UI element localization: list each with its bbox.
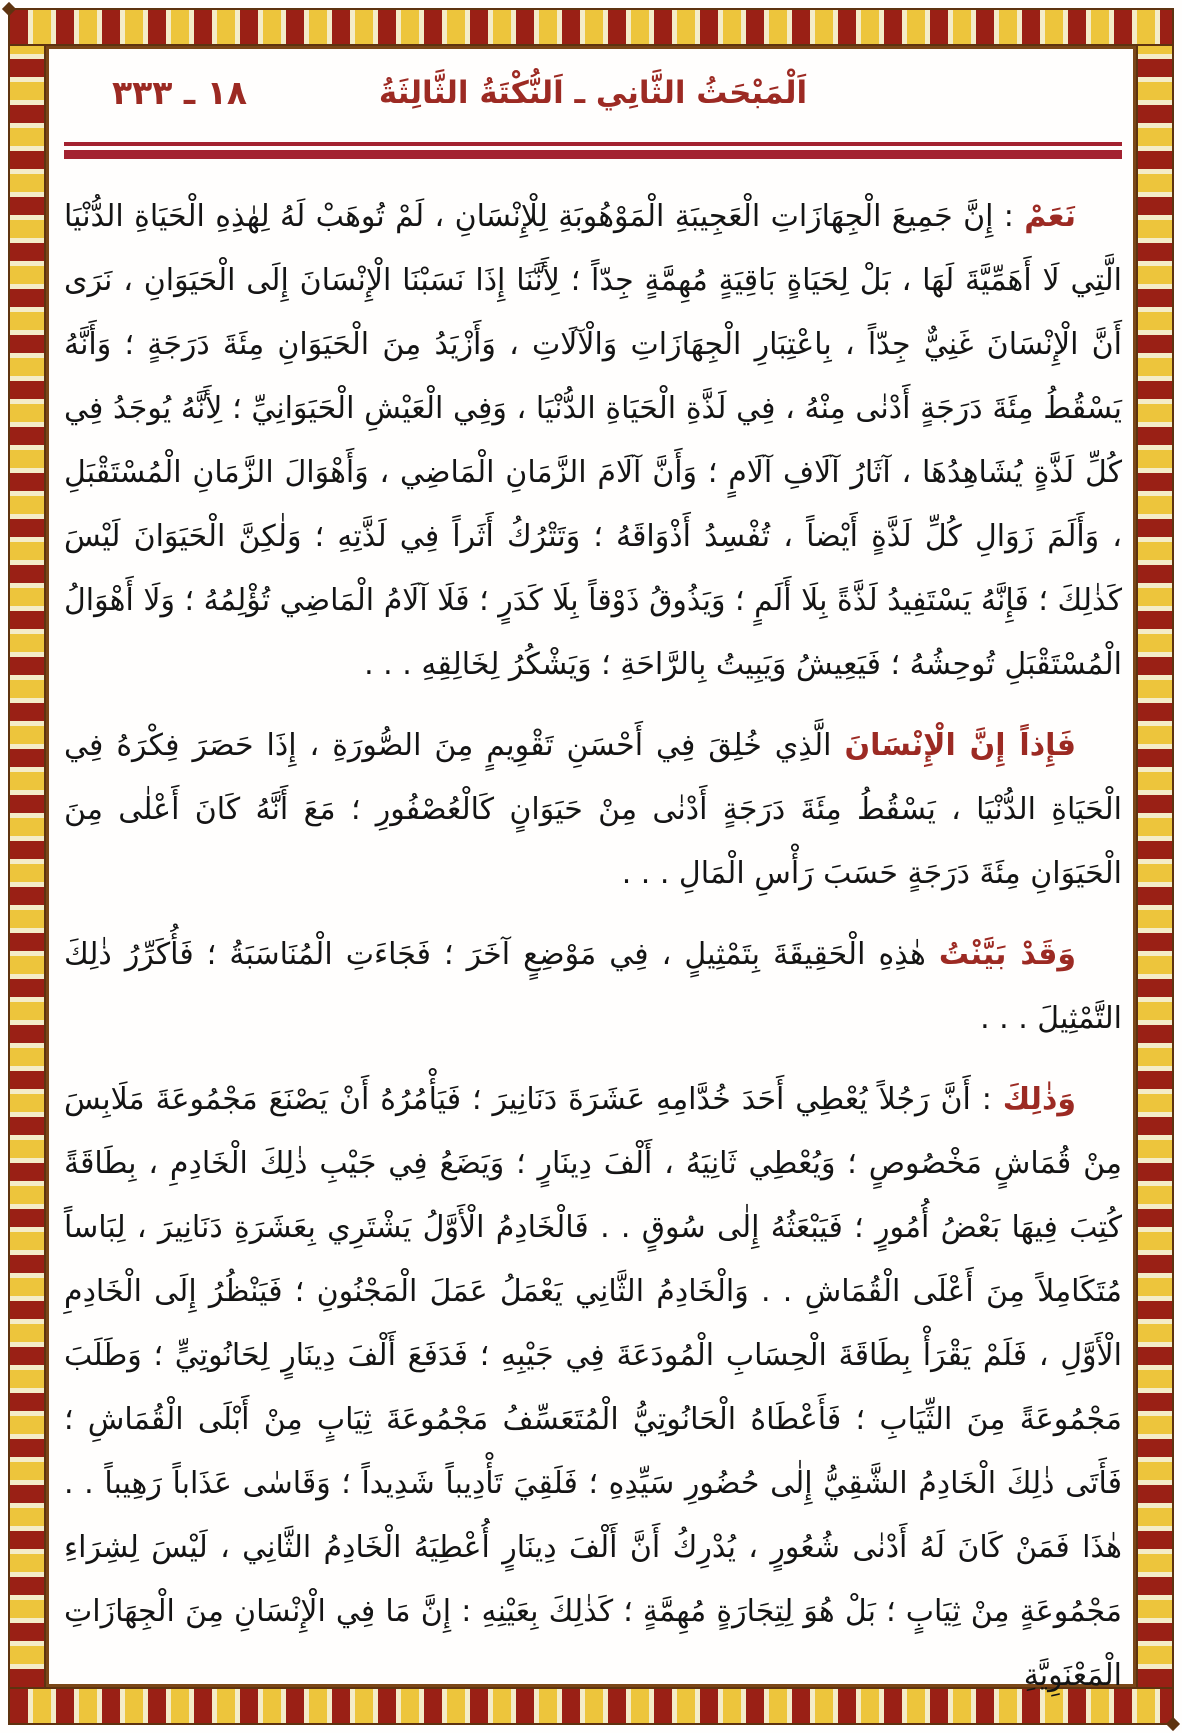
page-header <box>64 58 1122 128</box>
body-segment: الَّذِي خُلِقَ فِي أَحْسَنِ تَقْوِيمٍ مِنَ الصُّورَةِ ، إِذَا حَصَرَ فِكْرَهُ فِي الْحَيَاةِ الدُّنْيَا ، يَسْقُطُ مِئَةَ دَرَجَةٍ أَدْنٰى مِنْ حَيَوَانٍ كَالْعُصْفُورِ ؛ مَعَ أَنَّهُ كَانَ أَعْلٰى مِنَ الْحَيَوَانِ مِئَةَ دَرَجَةٍ حَسَبَ رَأْسِ الْمَالِ . . . <box>64 728 1122 891</box>
divider-thick-rule <box>64 150 1122 159</box>
paragraph <box>64 923 1122 1051</box>
paragraph <box>64 1068 1122 1708</box>
ornamental-border-top <box>8 8 1174 46</box>
paragraph <box>64 714 1122 906</box>
ornamental-border-right <box>1136 44 1174 1689</box>
keyword-lead: وَذٰلِكَ <box>1002 1082 1076 1117</box>
keyword-lead: وَقَدْ بَيَّنْتُ <box>938 937 1076 972</box>
page-title: اَلْمَبْحَثُ الثَّانِي ـ اَلنُّكْتَةُ الثَّالِثَةُ <box>378 75 808 111</box>
paragraph <box>64 185 1122 697</box>
page-number: ١٨ ـ ٣٣٣ <box>112 73 247 112</box>
keyword-lead: نَعَمْ <box>1024 199 1076 234</box>
body-segment: هٰذِهِ الْحَقِيقَةَ بِتَمْثِيلٍ ، فِي مَوْضِعٍ آخَرَ ؛ فَجَاءَتِ الْمُنَاسَبَةُ ؛ فَأُكَرِّرُ ذٰلِكَ التَّمْثِيلَ . . . <box>64 937 1122 1036</box>
keyword-lead: فَإِذاً إِنَّ الْإِنْسَانَ <box>844 728 1077 763</box>
body-segment: : أَنَّ رَجُلاً يُعْطِي أَحَدَ خُدَّامِهِ عَشَرَةَ دَنَانِيرَ ؛ فَيَأْمُرُهُ أَنْ يَصْنَعَ مَجْمُوعَةَ مَلَابِسَ مِنْ قُمَاشٍ مَخْصُوصٍ ؛ وَيُعْطِي ثَانِيَهُ ، أَلْفَ دِينَارٍ ؛ وَيَضَعُ فِي جَيْبِ ذٰلِكَ الْخَادِمِ ، بِطَاقَةً كُتِبَ فِيهَا بَعْضُ أُمُورٍ ؛ فَيَبْعَثُهُ إِلٰى سُوقٍ . . فَالْخَادِمُ الْأَوَّلُ يَشْتَرِي بِعَشَرَةِ دَنَانِيرَ ، لِبَاساً مُتَكَامِلاً مِنَ أَعْلَى الْقُمَاشِ . . وَالْخَادِمُ الثَّانِي يَعْمَلُ عَمَلَ الْمَجْنُونِ ؛ فَيَنْظُرُ إِلَى الْخَادِمِ الْأَوَّلِ ، فَلَمْ يَقْرَأْ بِطَاقَةَ الْحِسَابِ الْمُودَعَةَ فِي جَيْبِهِ ؛ فَدَفَعَ أَلْفَ دِينَارٍ لِحَانُوتِيٍّ ؛ وَطَلَبَ مَجْمُوعَةً مِنَ الثِّيَابِ ؛ فَأَعْطَاهُ الْحَانُوتِيُّ الْمُتَعَسِّفُ مَجْمُوعَةَ ثِيَابٍ مِنْ أَبْلَى الْقُمَاشِ ؛ فَأَتَى ذٰلِكَ الْخَادِمُ الشَّقِيُّ إِلٰى حُضُورِ سَيِّدِهِ ؛ فَلَقِيَ تَأْدِيباً شَدِيداً ؛ وَقَاسٰى عَذَاباً رَهِيباً . . هٰذَا فَمَنْ كَانَ لَهُ أَدْنٰى شُعُورٍ ، يُدْرِكُ أَنَّ أَلْفَ دِينَارٍ أُعْطِيَهُ الْخَادِمُ الثَّانِي ، لَيْسَ لِشِرَاءِ مَجْمُوعَةٍ مِنْ ثِيَابٍ ؛ بَلْ هُوَ لِتِجَارَةٍ مُهِمَّةٍ ؛ كَذٰلِكَ بِعَيْنِهِ : إِنَّ مَا فِي الْإِنْسَانِ مِنَ الْجِهَازَاتِ الْمَعْنَوِيَّةِ <box>64 1082 1122 1693</box>
page-content <box>64 58 1122 1693</box>
body-segment: : إِنَّ جَمِيعَ الْجِهَازَاتِ الْعَجِيبَةِ الْمَوْهُوبَةِ لِلْإِنْسَانِ ، لَمْ تُوهَبْ لَهُ لِهٰذِهِ الْحَيَاةِ الدُّنْيَا الَّتِي لَا أَهَمِّيَّةَ لَهَا ، بَلْ لِحَيَاةٍ بَاقِيَةٍ مُهِمَّةٍ جِدّاً ؛ لِأَنَّنَا إِذَا نَسَبْنَا الْإِنْسَانَ إِلَى الْحَيَوَانِ ، نَرَى أَنَّ الْإِنْسَانَ غَنِيٌّ جِدّاً ، بِاعْتِبَارِ الْجِهَازَاتِ وَالْآلَاتِ ، وَأَزْيَدُ مِنَ الْحَيَوَانِ مِئَةَ دَرَجَةٍ ؛ وَأَنَّهُ يَسْقُطُ مِئَةَ دَرَجَةٍ أَدْنٰى مِنْهُ ، فِي لَذَّةِ الْحَيَاةِ الدُّنْيَا ، وَفِي الْعَيْشِ الْحَيَوَانِيِّ ؛ لِأَنَّهُ يُوجَدُ فِي كُلِّ لَذَّةٍ يُشَاهِدُهَا ، آثَارُ آلَافِ آلَامٍ ؛ وَأَنَّ آلَامَ الزَّمَانِ الْمَاضِي ، وَأَهْوَالَ الزَّمَانِ الْمُسْتَقْبَلِ ، وَأَلَمَ زَوَالِ كُلِّ لَذَّةٍ أَيْضاً ، تُفْسِدُ أَذْوَاقَهُ ؛ وَتَتْرُكُ أَثَراً فِي لَذَّتِهِ ؛ وَلٰكِنَّ الْحَيَوَانَ لَيْسَ كَذٰلِكَ ؛ فَإِنَّهُ يَسْتَفِيدُ لَذَّةً بِلَا أَلَمٍ ؛ وَيَذُوقُ ذَوْقاً بِلَا كَدَرٍ ؛ فَلَا آلَامُ الْمَاضِي تُؤْلِمُهُ ؛ وَلَا أَهْوَالُ الْمُسْتَقْبَلِ تُوحِشُهُ ؛ فَيَعِيشُ وَيَبِيتُ بِالرَّاحَةِ ؛ وَيَشْكُرُ لِخَالِقِهِ . . . <box>64 199 1122 682</box>
ornamental-border-left <box>8 44 46 1689</box>
body-text <box>64 185 1122 1708</box>
header-divider <box>64 142 1122 159</box>
